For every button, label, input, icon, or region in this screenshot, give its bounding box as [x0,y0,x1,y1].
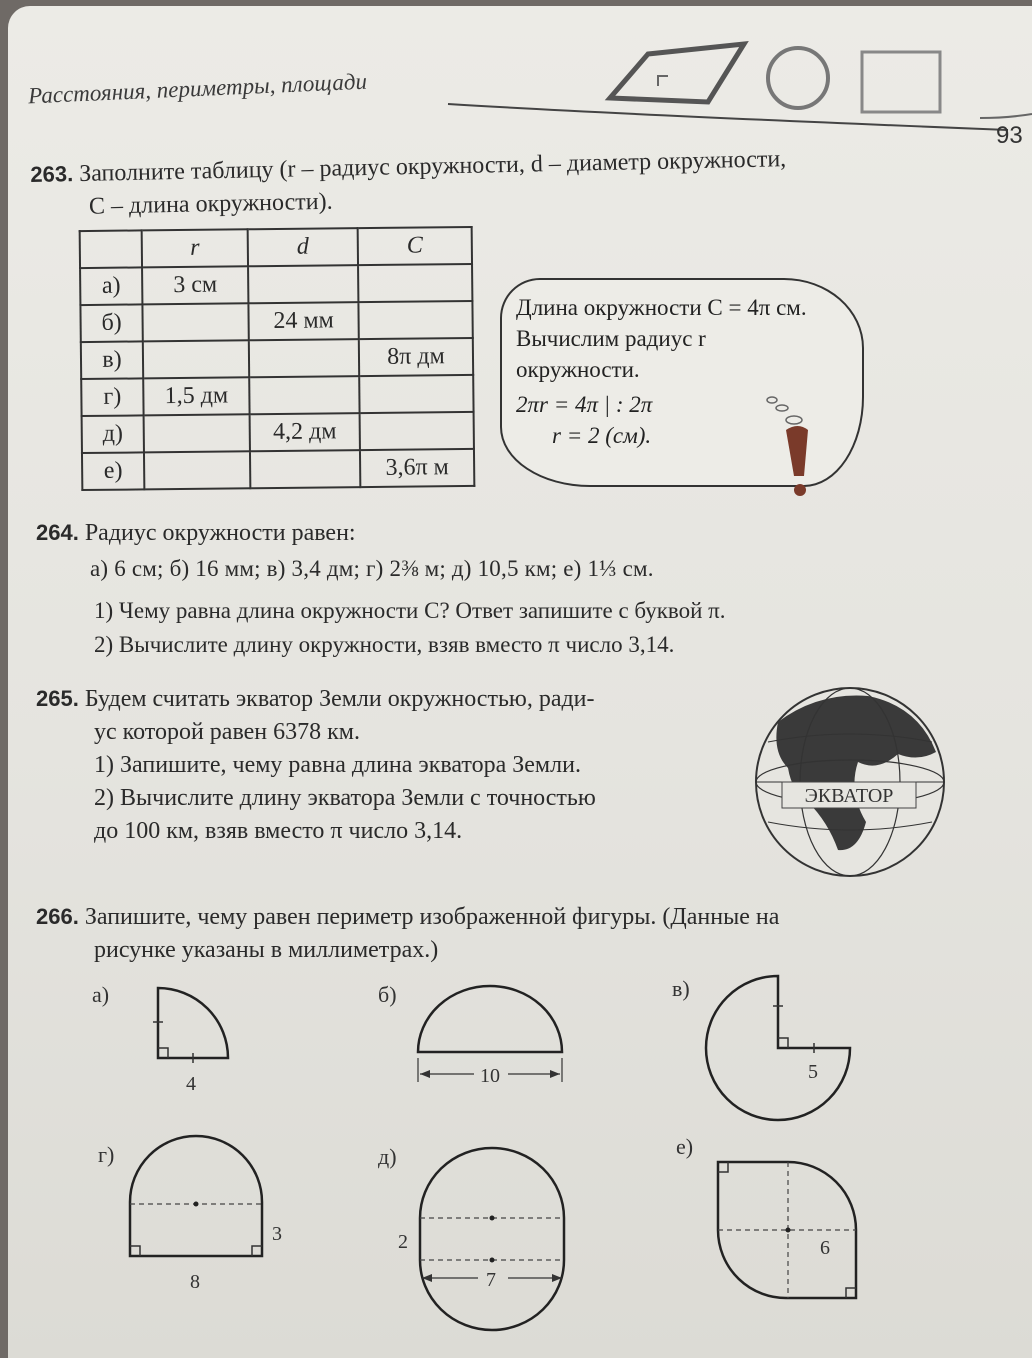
circle-icon [768,48,828,108]
task-264-heading: 264. Радиус окружности равен: [36,520,356,546]
section-title: Расстояния, периметры, площади [27,68,368,109]
svg-text:4: 4 [186,1073,196,1095]
task-number: 263. [30,161,74,187]
figure-d [378,1144,564,1330]
svg-text:8: 8 [190,1271,200,1293]
globe-illustration [748,682,958,882]
header-decoration [8,6,1032,146]
svg-text:а): а) [92,982,110,1007]
svg-text:г): г) [98,1142,115,1167]
svg-text:5: 5 [808,1061,818,1083]
svg-text:3: 3 [272,1223,282,1245]
table-row: б) 24 мм [80,301,472,342]
svg-text:д): д) [378,1144,397,1169]
figure-b [378,982,562,1087]
task-265-text: 265. Будем считать экватор Земли окружностью, ради- ус которой равен 6378 км. 1) Запишите, чему равна длина экватора Земли. 2) Вычислите длину экватора Земли с точностью до 100 км, взяв вместо π число 3,14. [36,686,596,844]
circle-table [79,226,476,491]
svg-text:в): в) [672,976,690,1001]
table-row: в) 8π дм [81,338,473,379]
svg-text:6: 6 [820,1237,830,1259]
hint-text: Длина окружности C = 4π см. Вычислим радиус r окружности. 2πr = 4π | : 2π r = 2 (см). [516,295,807,448]
task-266-text: 266. Запишите, чему равен периметр изображенной фигуры. (Данные на рисунке указаны в миллиметрах.) [36,904,780,963]
figure-a [92,982,228,1095]
figures-area [8,972,1032,1358]
textbook-page [8,6,1032,1358]
task-264-question-1: 1) Чему равна длина окружности C? Ответ запишите с буквой π. [94,598,726,623]
table-row: а) 3 см [80,264,472,305]
svg-text:б): б) [378,982,397,1007]
svg-text:2: 2 [398,1231,408,1253]
svg-text:7: 7 [486,1269,496,1291]
figure-g [98,1136,282,1293]
figure-e [676,1134,856,1298]
exclamation-icon [760,394,840,504]
figure-v [672,976,850,1120]
table-row: г) 1,5 дм [81,375,473,416]
table-row: е) 3,6π м [82,449,474,490]
task-264-question-2: 2) Вычислите длину окружности, взяв вместо π число 3,14. [94,632,675,657]
globe-label: ЭКВАТОР [804,785,894,807]
table-header-row: r d C [80,227,472,268]
svg-text:10: 10 [480,1065,500,1087]
svg-text:е): е) [676,1134,694,1159]
table-row: д) 4,2 дм [82,412,474,453]
parallelogram-icon [610,44,744,102]
task-263-text: 263. Заполните таблицу (r – радиус окружности, d – диаметр окружности, C – длина окружности). [30,146,787,220]
page-number: 93 [996,122,1023,149]
square-icon [862,52,940,112]
task-264-options: а) 6 см; б) 16 мм; в) 3,4 дм; г) 2⅜ м; д) 10,5 км; е) 1⅓ см. [90,556,654,581]
